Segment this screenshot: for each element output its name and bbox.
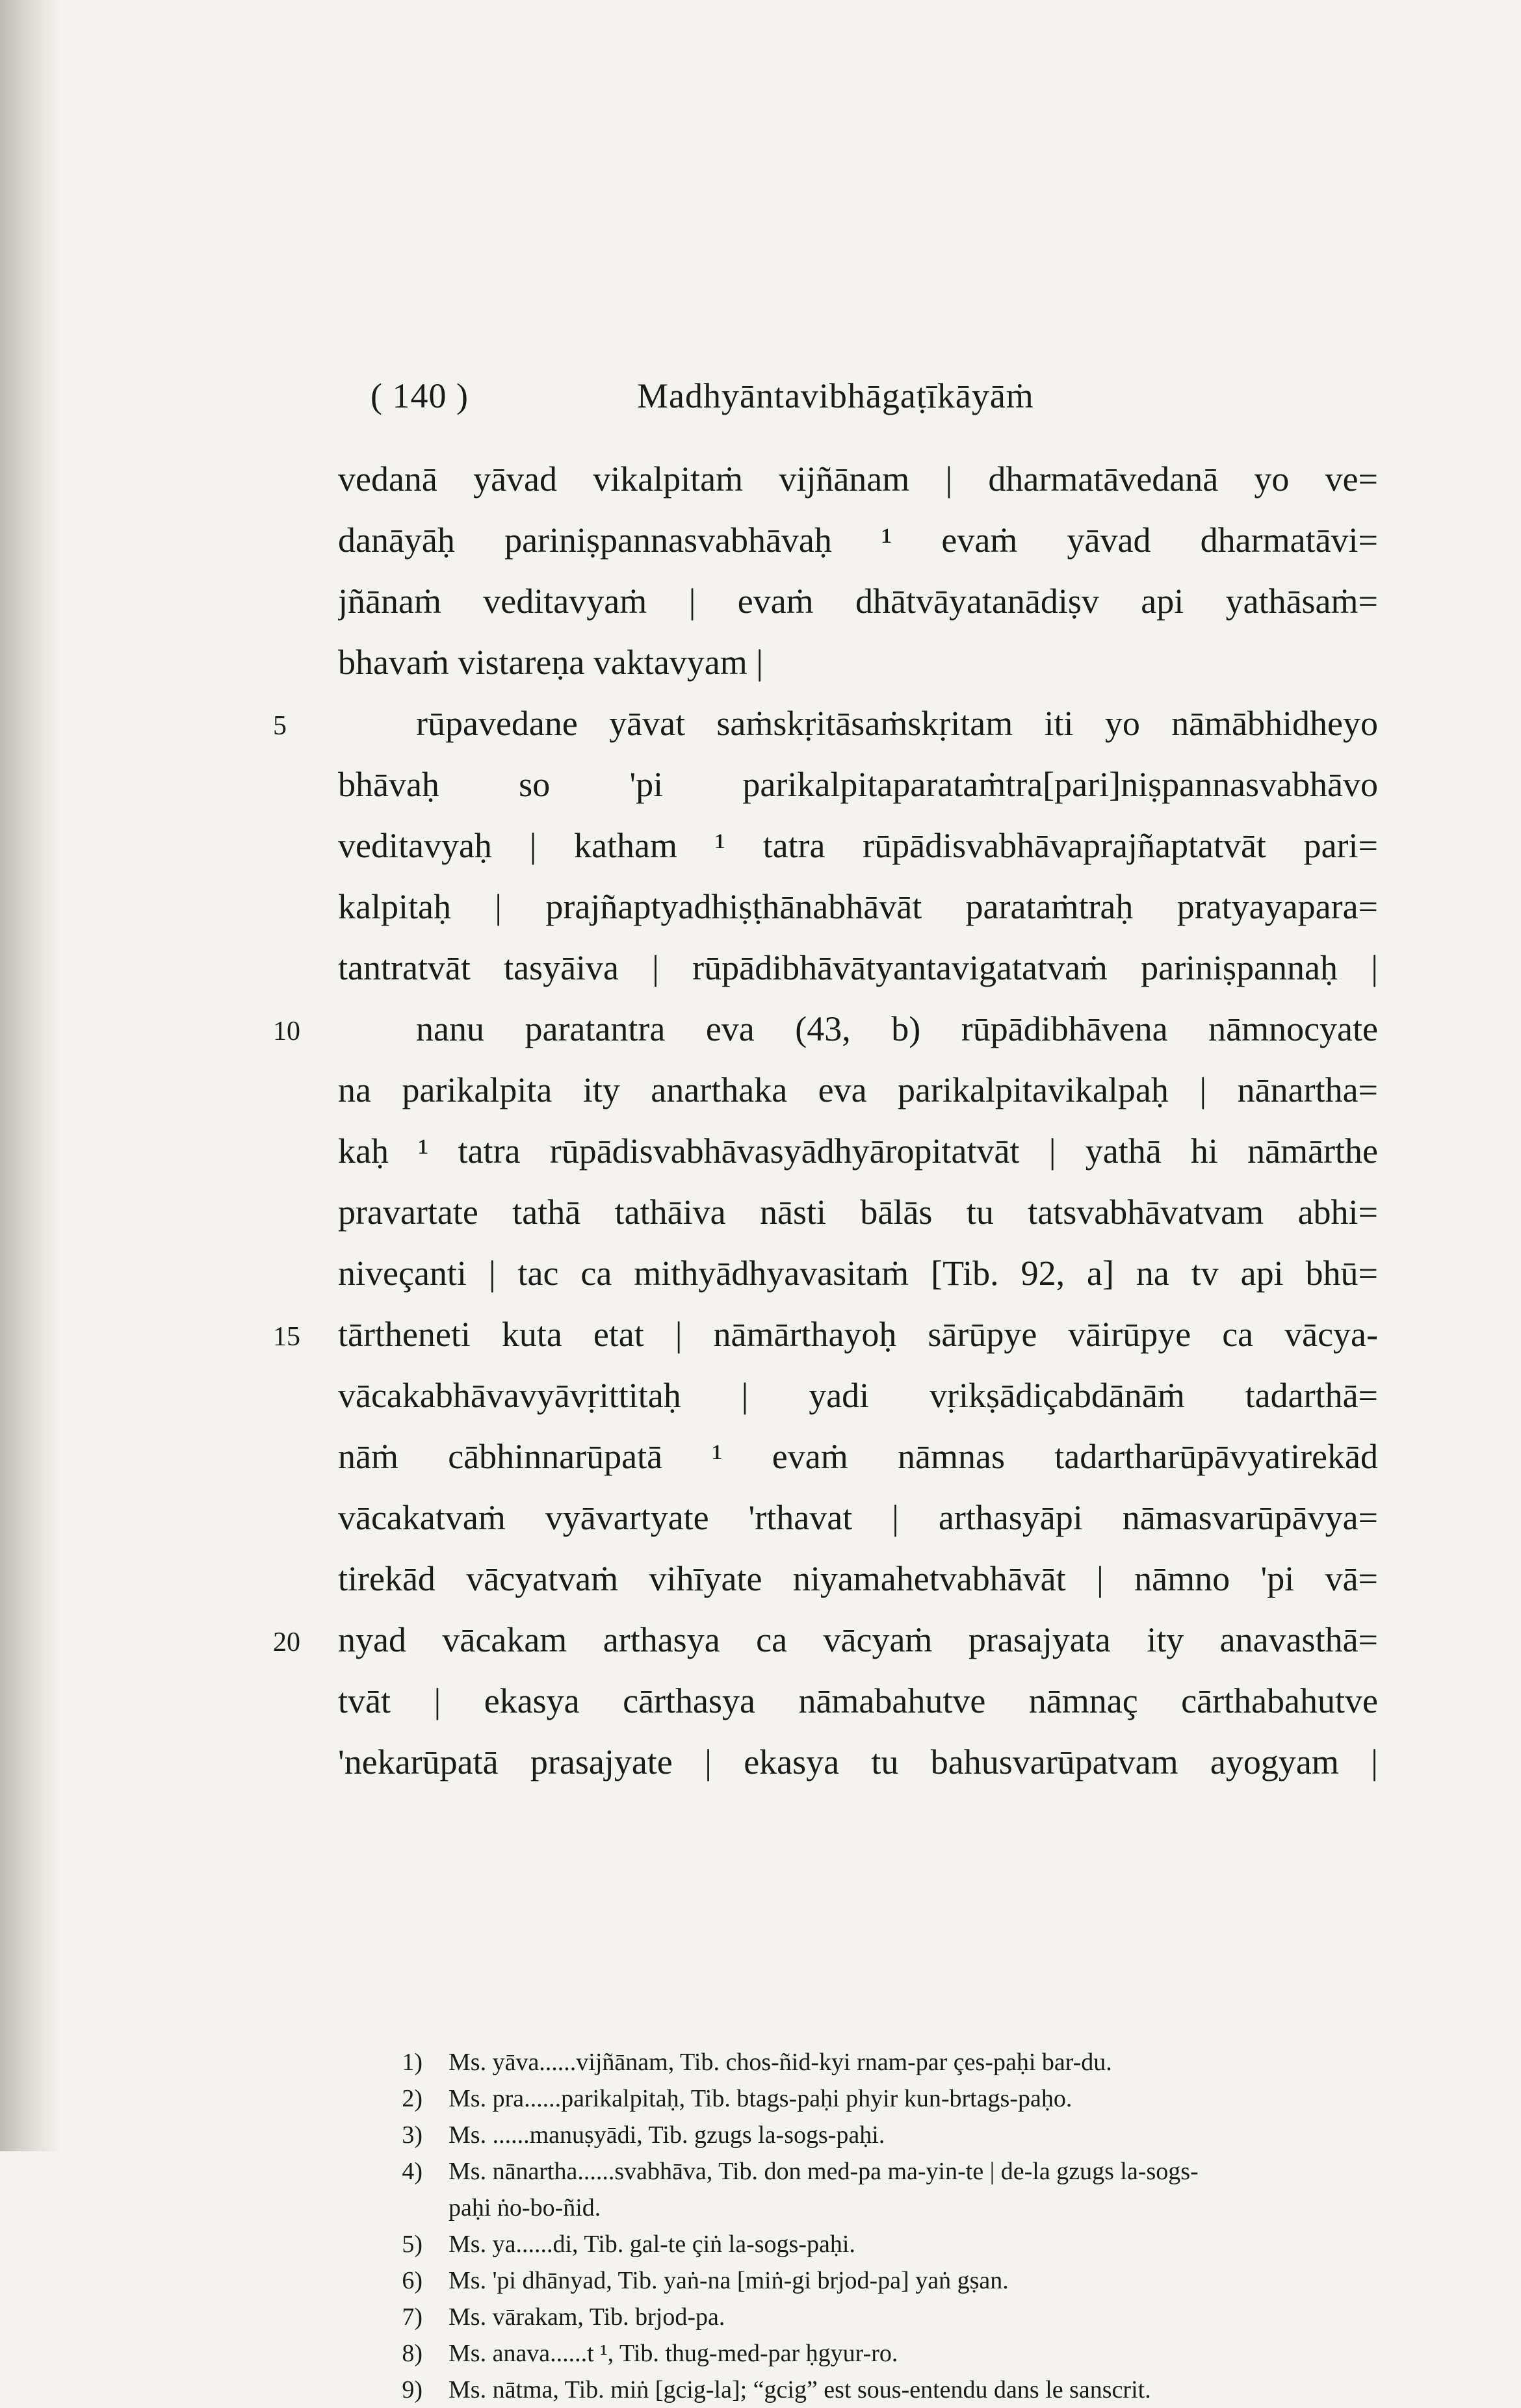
footnote <box>384 2044 1410 2080</box>
footnote-number: 8) <box>402 2340 422 2367</box>
text-line: pravartate tathā tathāiva nāsti bālās tu tatsvabhāvatvam abhi= <box>338 1193 1378 1232</box>
footnote-continuation <box>384 2190 1410 2226</box>
footnote <box>384 2299 1410 2335</box>
footnote-number: 2) <box>402 2085 422 2112</box>
footnote-number: 4) <box>402 2158 422 2185</box>
line-number-5: 5 <box>273 711 287 741</box>
text-line: rūpavedane yāvat saṁskṛitāsaṁskṛitam iti yo nāmābhidheyo <box>416 704 1378 743</box>
footnote-text: Ms. pra......parikalpitaḥ, Tib. btags-paḥi phyir kun-brtags-paḥo. <box>448 2085 1072 2112</box>
text-line: nyad vācakam arthasya ca vācyaṁ prasajyata ity anavasthā= <box>338 1620 1378 1659</box>
line-number-15: 15 <box>273 1322 300 1352</box>
footnote <box>384 2080 1410 2117</box>
text-line: nāṁ cābhinnarūpatā ¹ evaṁ nāmnas tadartharūpāvyatirekād <box>338 1437 1378 1476</box>
text-line: veditavyaḥ | katham ¹ tatra rūpādisvabhāvaprajñaptatvāt pari= <box>338 826 1378 865</box>
footnote <box>384 2117 1410 2153</box>
text-line: niveçanti | tac ca mithyādhyavasitaṁ [Tib. 92, a] na tv api bhū= <box>338 1254 1378 1293</box>
text-line: bhāvaḥ so 'pi parikalpitaparataṁtra[pari]niṣpannasvabhāvo <box>338 765 1378 804</box>
text-line: kalpitaḥ | prajñaptyadhiṣṭhānabhāvāt parataṁtraḥ pratyayapara= <box>338 887 1378 926</box>
text-line: danāyāḥ pariniṣpannasvabhāvaḥ ¹ evaṁ yāvad dharmatāvi= <box>338 521 1378 560</box>
footnote <box>384 2226 1410 2262</box>
page-number: ( 140 ) <box>370 376 469 415</box>
footnote-text: Ms. nātma, Tib. miṅ [gcig-la]; “gcig” est sous-entendu dans le sanscrit. <box>448 2376 1151 2403</box>
text-line: na parikalpita ity anarthaka eva parikalpitavikalpaḥ | nānartha= <box>338 1070 1378 1109</box>
text-line: tārtheneti kuta etat | nāmārthayoḥ sārūpye vāirūpye ca vācya- <box>338 1315 1378 1354</box>
text-line: vācakatvaṁ vyāvartyate 'rthavat | arthasyāpi nāmasvarūpāvya= <box>338 1498 1378 1537</box>
footnote-number: 6) <box>402 2267 422 2294</box>
text-line: kaḥ ¹ tatra rūpādisvabhāvasyādhyāropitatvāt | yathā hi nāmārthe <box>338 1132 1378 1171</box>
text-line: bhavaṁ vistareṇa vaktavyam | <box>338 643 764 682</box>
text-line: vācakabhāvavyāvṛittitaḥ | yadi vṛikṣādiçabdānāṁ tadarthā= <box>338 1376 1378 1415</box>
text-line: tirekād vācyatvaṁ vihīyate niyamahetvabhāvāt | nāmno 'pi vā= <box>338 1559 1378 1598</box>
footnote-text: Ms. yāva......vijñānam, Tib. chos-ñid-kyi rnam-par çes-paḥi bar-du. <box>448 2049 1112 2076</box>
page-header <box>0 376 1521 428</box>
text-line: 'nekarūpatā prasajyate | ekasya tu bahusvarūpatvam ayogyam | <box>338 1742 1378 1781</box>
text-line: tantratvāt tasyāiva | rūpādibhāvātyantavigatatvaṁ pariniṣpannaḥ | <box>338 948 1378 987</box>
footnote-text: Ms. 'pi dhānyad, Tib. yaṅ-na [miṅ-gi brjod-pa] yaṅ gṣan. <box>448 2267 1009 2294</box>
footnote-number: 7) <box>402 2303 422 2331</box>
footnote-text: Ms. anava......t ¹, Tib. thug-med-par ḥgyur-ro. <box>448 2340 898 2367</box>
footnote <box>384 2262 1410 2299</box>
running-title: Madhyāntavibhāgaṭīkāyāṁ <box>637 376 1034 415</box>
line-number-10: 10 <box>273 1016 300 1046</box>
text-line: tvāt | ekasya cārthasya nāmabahutve nāmnaç cārthabahutve <box>338 1681 1378 1720</box>
footnote-text: Ms. nānartha......svabhāva, Tib. don med-pa ma-yin-te | de-la gzugs la-sogs- <box>448 2158 1199 2185</box>
line-number-20: 20 <box>273 1627 300 1657</box>
footnote-number: 9) <box>402 2376 422 2403</box>
footnote <box>384 2153 1410 2190</box>
footnote-text: paḥi ṅo-bo-ñid. <box>448 2194 601 2221</box>
footnote <box>384 2335 1410 2372</box>
footnotes <box>384 2044 1410 2408</box>
footnote-text: Ms. ......manuṣyādi, Tib. gzugs la-sogs-paḥi. <box>448 2121 885 2149</box>
footnote-text: Ms. ya......di, Tib. gal-te çiṅ la-sogs-paḥi. <box>448 2231 855 2258</box>
page-binding-edge <box>0 0 62 2151</box>
main-text <box>338 448 1378 1793</box>
footnote-number: 5) <box>402 2231 422 2258</box>
text-line: jñānaṁ veditavyaṁ | evaṁ dhātvāyatanādiṣv api yathāsaṁ= <box>338 582 1378 621</box>
text-line: vedanā yāvad vikalpitaṁ vijñānam | dharmatāvedanā yo ve= <box>338 460 1378 498</box>
text-line: nanu paratantra eva (43, b) rūpādibhāvena nāmnocyate <box>416 1009 1378 1048</box>
footnote <box>384 2372 1410 2408</box>
footnote-number: 1) <box>402 2049 422 2076</box>
footnote-number: 3) <box>402 2121 422 2149</box>
footnote-text: Ms. vārakam, Tib. brjod-pa. <box>448 2303 725 2331</box>
